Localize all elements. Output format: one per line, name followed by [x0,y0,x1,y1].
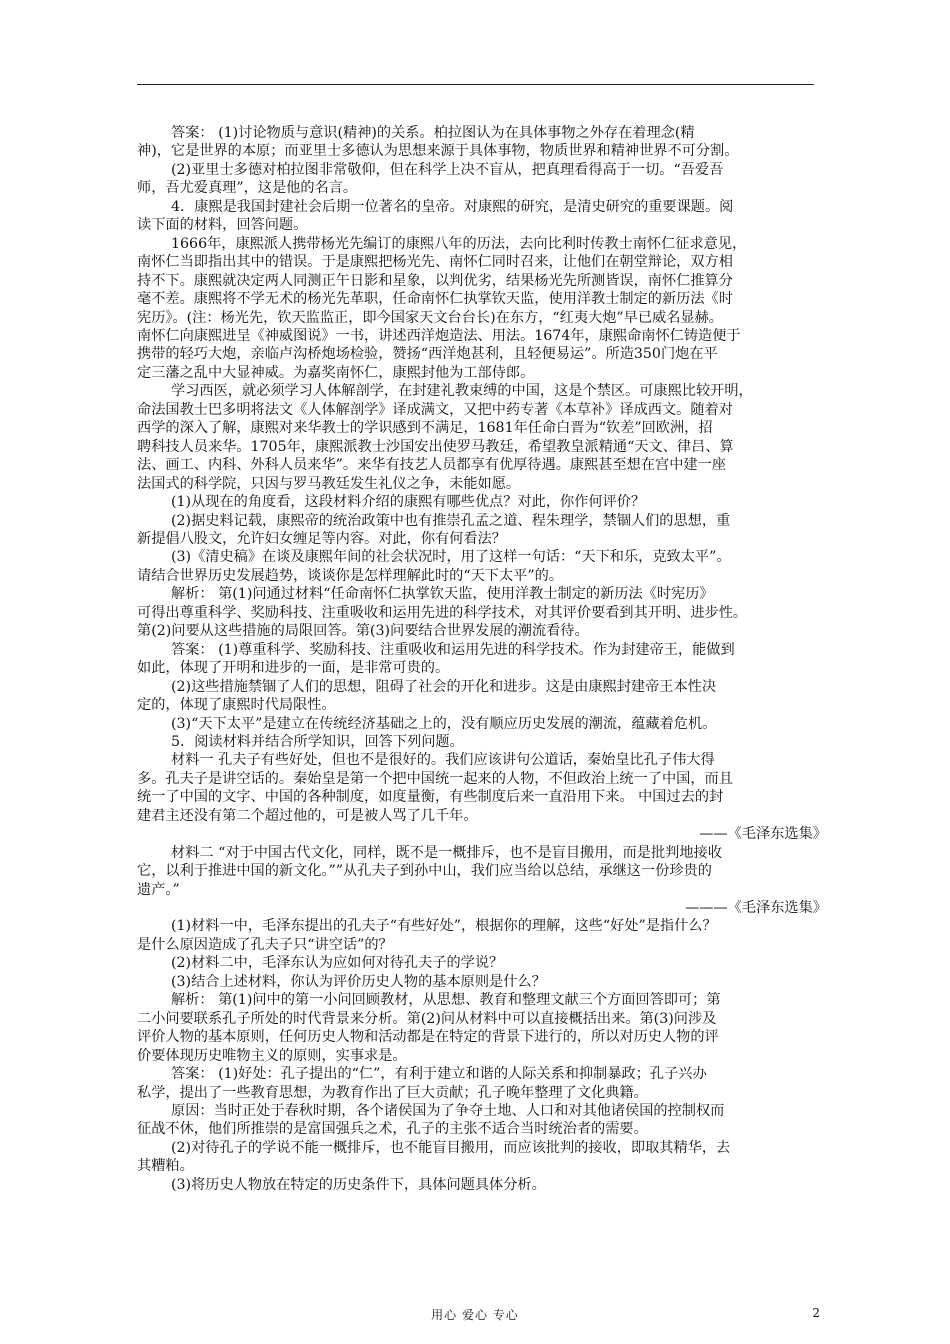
text-line: 答案： (1)讨论物质与意识(精神)的关系。柏拉图认为在具体事物之外存在着理念(精 [171,125,695,141]
text-line: 解析： 第(1)问中的第一小问回顾教材，从思想、教育和整理文献三个方面回答即可；第 [171,992,721,1009]
text-line: (3)《清史稿》在谈及康熙年间的社会状况时，用了这样一句话：“天下和乐，克致太平”。 [171,549,731,566]
text-line: 答案： (1)好处：孔子提出的“仁”，有利于建立和谐的人际关系和抑制暴政；孔子兴办 [171,1066,707,1083]
source-citation: ——《毛泽东选集》 [699,826,827,843]
text-line: 定的，体现了康熙时代局限性。 [137,697,336,714]
text-line: (2)材料二中，毛泽东认为应如何对待孔夫子的学说？ [171,955,504,972]
footer-slogan: 用心 爱心 专心 [431,1308,519,1322]
text-line: 多。孔夫子是讲空话的。秦始皇是第一个把中国统一起来的人物，不但政治上统一了中国，而且 [137,770,733,787]
text-line: 第(2)问要从这些措施的局限回答。第(3)问要结合世界发展的潮流看待。 [137,623,589,640]
header-rule [137,84,814,85]
text-line: 征战不休，他们所推崇的是富国强兵之术，孔子的主张不适合当时统治者的需要。 [137,1121,648,1138]
text-line: 南怀仁当即指出其中的错误。于是康熙把杨光先、南怀仁同时召来，让他们在朝堂辩论，双方相 [137,254,733,271]
text-line: 二小问要联系孔子所处的时代背景来分析。第(2)问从材料中可以直接概括出来。第(3)问涉及 [137,1010,717,1027]
text-line: 建君主还没有第二个超过他的，可是被人骂了几千年。 [137,807,478,824]
text-line: (1)从现在的角度看，这段材料介绍的康熙有哪些优点？对此，你作何评价？ [171,494,646,511]
text-line: 命法国教士巴多明将法文《人体解剖学》译成满文，又把中药专著《本草补》译成西文。随着对 [137,401,733,418]
text-line: 评价人物的基本原则，任何历史人物和活动都是在特定的背景下进行的，所以对历史人物的评 [137,1029,719,1046]
text-line: 法国式的科学院，只因与罗马教廷发生礼仪之争，未能如愿。 [137,475,521,492]
text-line: 定三藩之乱中大显神威。为嘉奖南怀仁，康熙封他为工部侍郎。 [137,364,535,381]
text-line: 统一了中国的文字、中国的各种制度，如度量衡，有些制度后来一直沿用下来。 中国过去的封 [137,789,724,806]
text-line: 法、画工、内科、外科人员来华”。来华有技艺人员都享有优厚待遇。康熙甚至想在宫中建一座 [137,457,726,474]
text-line: 私学，提出了一些教育思想，为教育作出了巨大贡献；孔子晚年整理了文化典籍。 [137,1084,648,1101]
text-line: 神)，它是世界的本原；而亚里士多德认为思想来源于具体事物，物质世界和精神世界不可分割。 [137,143,739,160]
text-line: 学习西医，就必须学习人体解剖学，在封建礼教束缚的中国，这是个禁区。可康熙比较开明， [171,383,753,400]
text-line: (3)“天下太平”是建立在传统经济基础之上的，没有顺应历史发展的潮流，蕴藏着危机。 [171,715,717,732]
text-line: (2)亚里士多德对柏拉图非常敬仰，但在科学上决不盲从，把真理看得高于一切。“吾爱吾 [171,161,724,178]
text-line: 西学的深入了解，康熙对来华教士的学识感到不满足，1681年任命白晋为“钦差”回欧洲，招 [137,420,713,437]
text-line: (2)据史料记载，康熙帝的统治政策中也有推崇孔孟之道、程朱理学，禁锢人们的思想，重 [171,512,731,529]
text-line: 毫不差。康熙将不学无术的杨光先革职，任命南怀仁执掌钦天监，使用洋教士制定的新历法《时 [137,291,733,308]
text-line: (1)材料一中，毛泽东提出的孔夫子“有些好处”，根据你的理解，这些“好处”是指什么？ [171,918,717,935]
text-line: 价要体现历史唯物主义的原则，实事求是。 [137,1047,407,1064]
text-line: 师，吾尤爱真理”，这是他的名言。 [137,180,358,197]
text-line: 聘科技人员来华。1705年，康熙派教士沙国安出使罗马教廷，希望教皇派精通“天文、律吕、算 [137,438,734,455]
text-line: 原因：当时正处于春秋时期，各个诸侯国为了争夺土地、人口和对其他诸侯国的控制权而 [171,1103,725,1120]
source-citation: ———《毛泽东选集》 [685,900,827,917]
text-line: 答案： (1)尊重科学、奖励科技、注重吸收和运用先进的科学技术。作为封建帝王，能做到 [171,641,735,658]
text-line: 新提倡八股文，允许妇女缠足等内容。对此，你有何看法？ [137,530,506,547]
text-line: 请结合世界历史发展趋势，谈谈你是怎样理解此时的“天下太平”的。 [137,567,563,584]
text-line: 如此，体现了开明和进步的一面，是非常可贵的。 [137,660,450,677]
text-line: 材料一 孔夫子有些好处，但也不是很好的。我们应该讲句公道话，秦始皇比孔子伟大得 [171,752,715,769]
page-number: 2 [812,1306,820,1320]
text-line: 南怀仁向康熙进呈《神威图说》一书，讲述西洋炮造法、用法。1674年，康熙命南怀仁铸造便于 [137,327,741,344]
text-line: 解析： 第(1)问通过材料“任命南怀仁执掌钦天监，使用洋教士制定的新历法《时宪历》 [171,586,714,603]
text-line: (3)结合上述材料，你认为评价历史人物的基本原则是什么？ [171,973,546,990]
text-line: (2)对待孔子的学说不能一概排斥，也不能盲目搬用，而应该批判的接收，即取其精华，去 [171,1139,731,1156]
text-line: 可得出尊重科学、奖励科技、注重吸收和运用先进的科学技术，对其评价要看到其开明、进步性。 [137,604,748,621]
text-line: 是什么原因造成了孔夫子只“讲空话”的？ [137,936,393,953]
text-line: 读下面的材料，回答问题。 [137,217,308,234]
text-line: 宪历》。(注：杨光先，钦天监监正，即今国家天文台台长)在东方，“红夷大炮”早已威名显赫。 [137,309,723,326]
document-body [137,124,827,1194]
text-line: 5．阅读材料并结合所学知识，回答下列问题。 [171,733,464,750]
text-line: 4．康熙是我国封建社会后期一位著名的皇帝。对康熙的研究，是清史研究的重要课题。阅 [171,198,734,215]
text-line: 持不下。康熙就决定两人同测正午日影和星象，以判优劣，结果杨光先所测皆误，南怀仁推算分 [137,272,733,289]
text-line: 材料二 “对于中国古代文化，同样，既不是一概排斥，也不是盲目搬用，而是批判地接收 [171,844,722,861]
text-line: 遗产。” [137,881,180,898]
text-line: 携带的轻巧大炮，亲临卢沟桥炮场检验，赞扬“西洋炮甚利，且轻便易运”。所造350门炮在平 [137,346,718,363]
text-line: (2)这些措施禁锢了人们的思想，阻碍了社会的开化和进步。这是由康熙封建帝王本性决 [171,678,717,695]
text-line: 1666年，康熙派人携带杨光先编订的康熙八年的历法，去向比利时传教士南怀仁征求意见， [171,235,747,252]
text-line: (3)将历史人物放在特定的历史条件下，具体问题具体分析。 [171,1176,546,1193]
text-line: 其糟粕。 [137,1158,194,1175]
text-line: 它，以利于推进中国的新文化。””从孔夫子到孙中山，我们应当给以总结，承继这一份珍贵的 [137,863,712,880]
